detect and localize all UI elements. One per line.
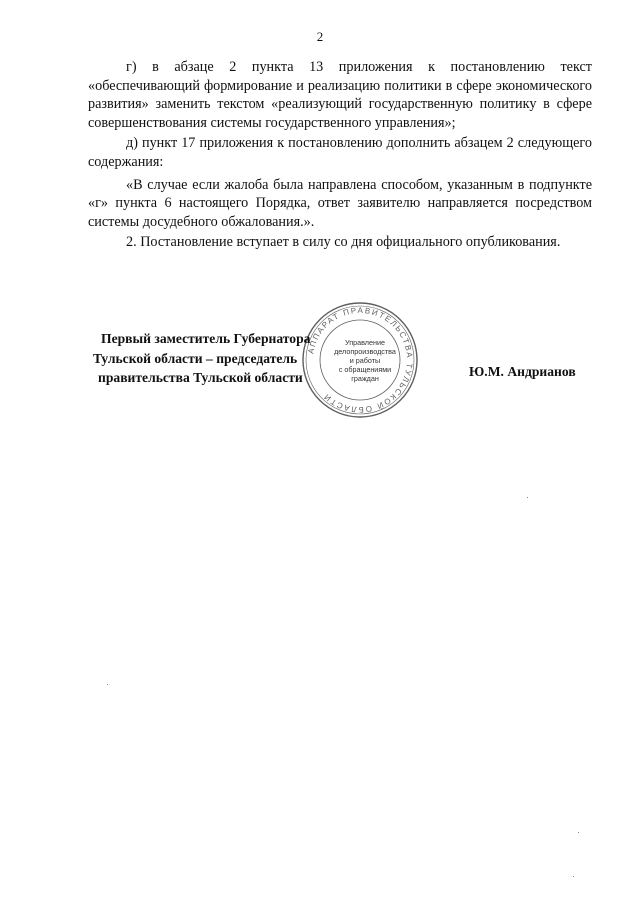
signatory-name: Ю.М. Андрианов [469,364,576,379]
signatory-position [93,329,361,388]
scan-speck [578,832,579,833]
paragraph-amendment-g: г) в абзаце 2 пункта 13 приложения к постановлению текст «обеспечивающий формирование и реализацию политики в сфере экономического развития» заменить текстом «реализующий государственную политику в сфере совершенствования системы государственного управления»; [88,59,592,131]
signatory-position-line: Первый заместитель Губернатора [101,331,311,346]
paragraph-quoted-addition: «В случае если жалоба была направлена способом, указанным в подпункте «г» пункта 6 настоящего Порядка, ответ заявителю направляется посредством системы досудебного обжалования.». [88,176,592,230]
page-number: 2 [316,29,324,44]
signatory-position-line: Тульской области – председатель [93,350,298,366]
signatory-position-line: правительства Тульской области [98,370,303,385]
scan-speck [107,684,108,685]
scan-speck [527,497,528,498]
paragraph-amendment-d: д) пункт 17 приложения к постановлению дополнить абзацем 2 следующего содержания: [88,135,592,170]
scan-speck [573,876,574,877]
seal-ring-text: АППАРАТ ПРАВИТЕЛЬСТВА ТУЛЬСКОЙ ОБЛАСТИ [306,305,415,415]
document-body [88,58,592,254]
paragraph-effective-date: 2. Постановление вступает в силу со дня официального опубликования. [126,234,561,251]
seal-center-text: Управление делопроизводства и работы с обращениями граждан [334,338,396,383]
